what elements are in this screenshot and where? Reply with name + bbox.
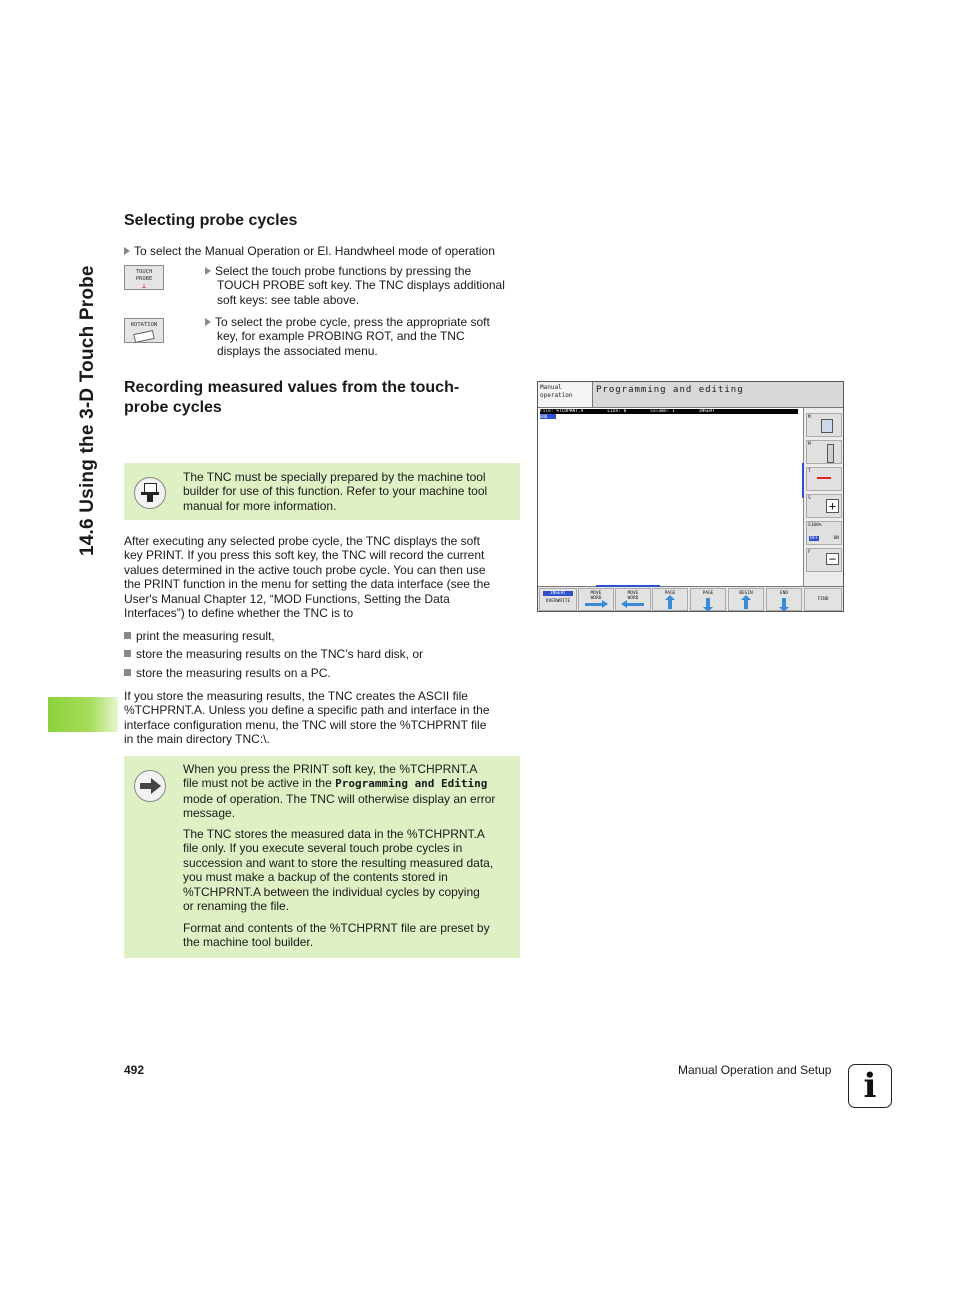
arrow-up-icon: [744, 599, 748, 609]
machine-tool-icon: [134, 477, 166, 509]
bullet-icon: [124, 669, 131, 676]
bullet-list-item: store the measuring results on the TNC’s hard disk, or: [124, 647, 423, 661]
spindle-icon: [827, 444, 834, 463]
softkey-s-minus[interactable]: F −: [806, 548, 842, 572]
paragraph-print-softkey: After executing any selected probe cycle, the TNC displays the soft key PRINT. If you press this soft key, the TNC will record the current values determined in the active touch probe cycle. You can then use the PRINT function in the menu for setting the data interface (see the User's Manual Chapter 12, “MOD Functions, Setting the Data Interfaces”) to define whether the TNC is to: [124, 534, 490, 621]
touch-probe-softkey[interactable]: TOUCH PROBE ⊥: [124, 265, 164, 290]
note-machine-tool-text: The TNC must be specially prepared by the machine tool builder for use of this function. Refer to your machine tool manual for more information.: [183, 470, 488, 513]
section-heading-recording: Recording measured values from the touch- probe cycles: [124, 379, 460, 416]
machine-icon: [821, 419, 833, 433]
bullet-list-item: store the measuring results on a PC.: [124, 666, 331, 680]
screen-cursor-line: END: [540, 414, 556, 419]
step-probe-cycle: To select the probe cycle, press the appropriate soft key, for example PROBING ROT, and the TNC displays the associated menu.: [205, 315, 490, 358]
footer-chapter-title: Manual Operation and Setup: [678, 1063, 832, 1077]
step-select-mode: To select the Manual Operation or El. Handwheel mode of operation: [124, 244, 495, 258]
note-tip: [124, 756, 520, 958]
arrow-right-icon: [134, 770, 166, 802]
screen-mode-label: Manual operation: [538, 382, 593, 408]
rotation-icon: [133, 330, 154, 343]
mode-name: Programming and Editing: [335, 777, 488, 791]
softkey-m-2[interactable]: M: [806, 440, 842, 464]
note-tip-paragraph-3: Format and contents of the %TCHPRNT file are preset by the machine tool builder.: [183, 921, 490, 950]
softkey-page-up[interactable]: PAGE: [652, 588, 688, 611]
note-tip-paragraph-2: The TNC stores the measured data in the %TCHPRNT.A file only. If you execute several touch probe cycles in succession and want to store the resulting measured data, you must make a backup of the contents stored in %TCHPRNT.A between the individual cycles by copying or renaming the file.: [183, 827, 494, 914]
softkey-end[interactable]: END: [766, 588, 802, 611]
chapter-tab-marker: [48, 697, 118, 732]
chapter-side-title: [70, 216, 106, 556]
softkey-insert-overwrite[interactable]: INSERT OVERWRITE: [539, 588, 577, 611]
screen-title: Programming and editing: [593, 382, 843, 408]
screen-right-softkeys: [803, 408, 844, 586]
screen-status-bar: File: %TCHPRNT.A Line: 0 Column: 1 INSERT: [540, 409, 798, 414]
arrow-left-icon: [626, 603, 644, 606]
arrow-right-icon: [585, 603, 603, 606]
arrow-up-icon: [668, 599, 672, 609]
softkey-s-plus[interactable]: S +: [806, 494, 842, 518]
probe-icon: ⊥: [141, 282, 147, 290]
minus-icon: −: [826, 553, 839, 565]
tnc-screen: [537, 381, 844, 612]
softkey-page-down[interactable]: PAGE: [690, 588, 726, 611]
info-icon: i: [848, 1064, 892, 1108]
softkey-move-word-left[interactable]: MOVE WORD: [615, 588, 651, 611]
step-arrow-icon: [205, 318, 211, 326]
softkey-override[interactable]: S100% OFF ON: [806, 521, 842, 545]
step-arrow-icon: [124, 247, 130, 255]
arrow-down-icon: [782, 598, 786, 608]
softkey-find[interactable]: FIND: [804, 588, 842, 611]
softkey-t[interactable]: T: [806, 467, 842, 491]
chapter-side-title-text: 14.6 Using the 3-D Touch Probe: [77, 265, 98, 556]
note-tip-paragraph-1: When you press the PRINT soft key, the %TCHPRNT.A file must not be active in the Programming and Editing mode of operation. The TNC will otherwise display an error message.: [183, 762, 496, 821]
softkey-move-word-right[interactable]: MOVE WORD: [578, 588, 614, 611]
note-machine-tool: [124, 463, 520, 520]
rotation-softkey[interactable]: ROTATION: [124, 318, 164, 343]
bullet-list-item: print the measuring result,: [124, 629, 275, 643]
softkey-begin[interactable]: BEGIN: [728, 588, 764, 611]
bullet-icon: [124, 650, 131, 657]
bullet-icon: [124, 632, 131, 639]
arrow-down-icon: [706, 598, 710, 608]
screen-bottom-softkeys: [538, 586, 843, 612]
tool-change-icon: [817, 477, 831, 479]
paragraph-ascii-file: If you store the measuring results, the TNC creates the ASCII file %TCHPRNT.A. Unless you define a specific path and interface in the interface configuration menu, the TNC will store the %TCHPRNT file in the main directory TNC:\.: [124, 689, 490, 747]
plus-icon: +: [826, 499, 839, 513]
step-arrow-icon: [205, 267, 211, 275]
step-touch-probe: Select the touch probe functions by pressing the TOUCH PROBE soft key. The TNC displays additional soft keys: see table above.: [205, 264, 505, 307]
section-heading-selecting: Selecting probe cycles: [124, 212, 298, 229]
page-number: 492: [124, 1063, 145, 1077]
softkey-m-1[interactable]: M: [806, 413, 842, 437]
